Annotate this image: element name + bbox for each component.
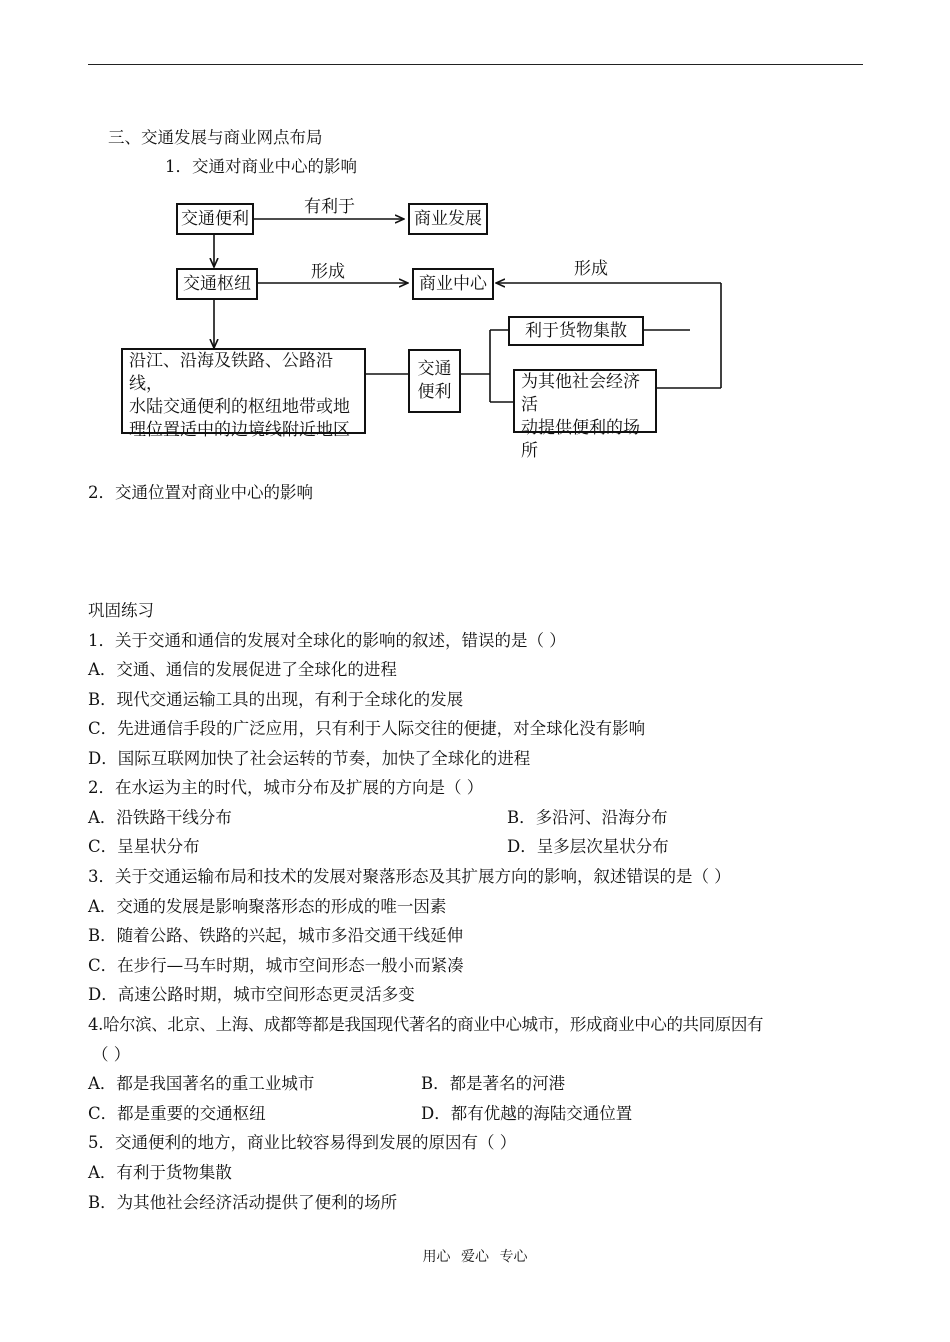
- q5-stem: 5．交通便利的地方，商业比较容易得到发展的原因有（ ）: [88, 1133, 517, 1152]
- locations-line-1: 沿江、沿海及铁路、公路沿线，: [129, 351, 333, 394]
- exercise-heading: 巩固练习: [88, 601, 154, 620]
- box-goods-distribution: 利于货物集散: [508, 316, 644, 346]
- box-traffic-hub: 交通枢纽: [176, 268, 258, 300]
- q5-option-a: A．有利于货物集散: [88, 1163, 232, 1182]
- q2-option-c: C．呈星状分布: [88, 837, 200, 856]
- q4-option-c: C．都是重要的交通枢纽: [88, 1104, 266, 1123]
- q1-stem: 1．关于交通和通信的发展对全球化的影响的叙述，错误的是（ ）: [88, 631, 566, 650]
- q2-option-d: D．呈多层次星状分布: [507, 837, 669, 856]
- locations-line-3: 理位置适中的边境线附近地区: [129, 420, 350, 440]
- q2-option-b: B．多沿河、沿海分布: [507, 808, 668, 827]
- subsection-1-title: 1．交通对商业中心的影响: [165, 157, 357, 176]
- locations-line-2: 水陆交通便利的枢纽地带或地: [129, 397, 350, 417]
- box-traffic-convenient: 交通便利: [176, 203, 254, 235]
- box-hub-locations: [121, 348, 366, 440]
- q1-option-a: A．交通、通信的发展促进了全球化的进程: [88, 660, 397, 679]
- subsection-2-title: 2．交通位置对商业中心的影响: [88, 483, 313, 502]
- q4-option-d: D．都有优越的海陆交通位置: [421, 1104, 633, 1123]
- box-business-development: 商业发展: [408, 203, 488, 235]
- q3-option-d: D．高速公路时期，城市空间形态更灵活多变: [88, 985, 415, 1004]
- q1-option-c: C．先进通信手段的广泛应用，只有利于人际交往的便捷，对全球化没有影响: [88, 719, 646, 738]
- label-form-1: 形成: [311, 262, 345, 282]
- convenient2-line-2: 便利: [417, 382, 452, 402]
- q3-option-c: C．在步行—马车时期，城市空间形态一般小而紧凑: [88, 956, 464, 975]
- q3-option-a: A．交通的发展是影响聚落形态的形成的唯一因素: [88, 897, 447, 916]
- box-activity-venue: [513, 369, 657, 461]
- q4-option-b: B．都是著名的河港: [421, 1074, 566, 1093]
- box-traffic-convenient-2: [408, 349, 461, 413]
- venue-line-1: 为其他社会经济活: [521, 372, 640, 415]
- q1-option-b: B．现代交通运输工具的出现，有利于全球化的发展: [88, 690, 464, 709]
- q2-option-a: A．沿铁路干线分布: [88, 808, 232, 827]
- q4-stem-line-2: （ ）: [92, 1045, 131, 1064]
- section-title: 三、交通发展与商业网点布局: [108, 128, 323, 147]
- q1-option-d: D．国际互联网加快了社会运转的节奏，加快了全球化的进程: [88, 749, 531, 768]
- venue-line-2: 动提供便利的场所: [521, 418, 640, 461]
- box-business-center: 商业中心: [412, 268, 494, 300]
- convenient2-line-1: 交通: [417, 359, 452, 379]
- q3-stem: 3．关于交通运输布局和技术的发展对聚落形态及其扩展方向的影响，叙述错误的是（ ）: [88, 867, 731, 886]
- q2-stem: 2．在水运为主的时代，城市分布及扩展的方向是（ ）: [88, 778, 484, 797]
- q4-stem-line-1: 4.哈尔滨、北京、上海、成都等都是我国现代著名的商业中心城市，形成商业中心的共同原因有: [88, 1015, 764, 1034]
- header-rule: [88, 64, 863, 65]
- label-beneficial: 有利于: [304, 197, 355, 217]
- traffic-commerce-flowchart: [118, 196, 730, 461]
- page-footer: 用心 爱心 专心: [422, 1249, 528, 1265]
- q3-option-b: B．随着公路、铁路的兴起，城市多沿交通干线延伸: [88, 926, 464, 945]
- q5-option-b: B．为其他社会经济活动提供了便利的场所: [88, 1193, 398, 1212]
- label-form-2: 形成: [574, 259, 608, 279]
- q4-option-a: A．都是我国著名的重工业城市: [88, 1074, 315, 1093]
